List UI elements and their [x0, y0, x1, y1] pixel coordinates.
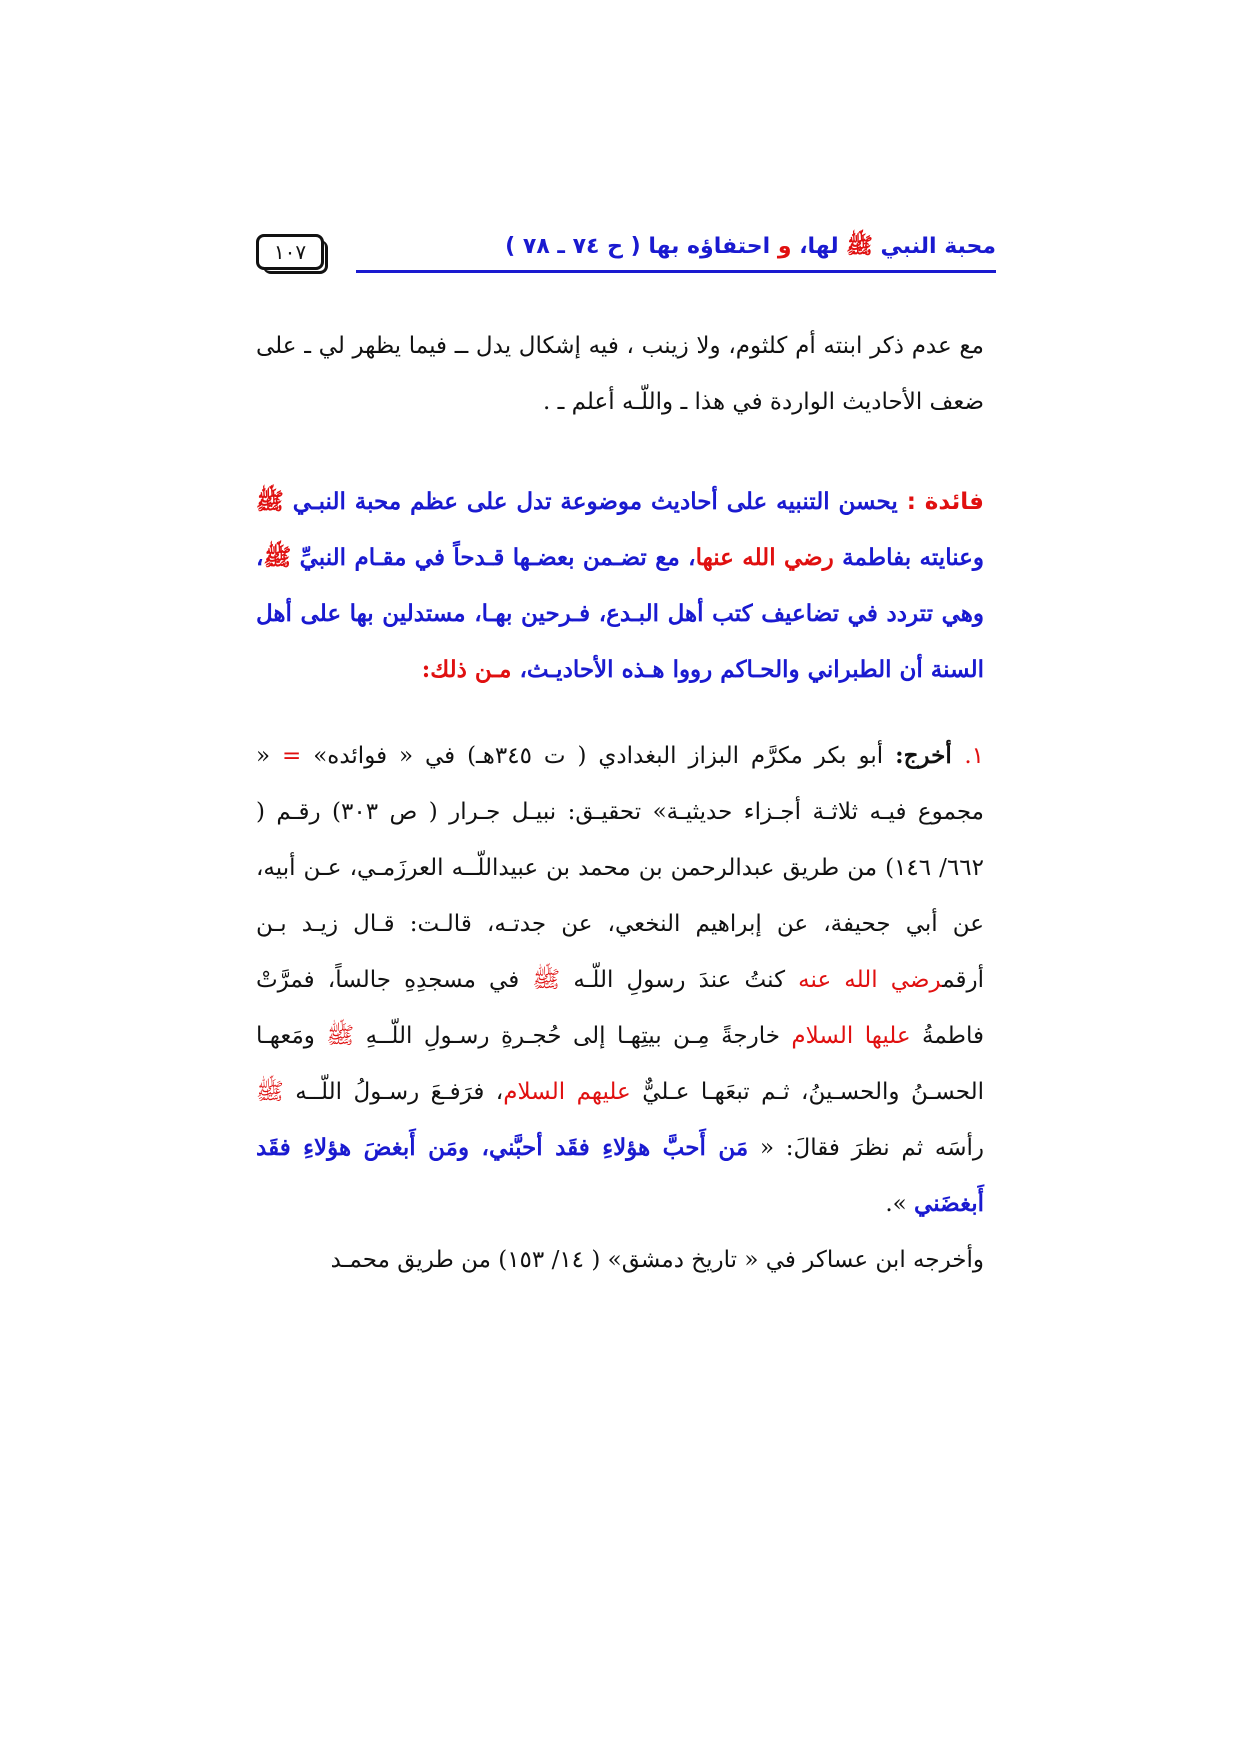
item-text-7: ، فرَفـعَ رسـولُ اللّــه — [283, 1079, 504, 1105]
item-text-9: ». — [885, 1191, 915, 1217]
faida-text-3: ، مع تضـمن بعضـها قـدحاً في مقـام النبيِّ — [291, 544, 696, 571]
item-honorific-1: رضي الله عنه — [798, 967, 943, 993]
item-text-8: رأسَه ثم نظرَ فقالَ: « — [748, 1135, 985, 1161]
item-text-2: « مجموع فيـه ثلاثـة أجـزاء حديثيـة» تحقيـق: نبيـل جـرار ( ص ٣٠٣) رقـم ( ٦٦٢/ ١٤٦) من طريق عبدالرحمن بن محمد بن عبيداللّــه العرزَمـي، عـن أبيه، عن أبي جحيفة، عن إبراهيم النخعي، عن جدتـه، قالـت: قـال زيـد بـن أرقم — [256, 743, 985, 993]
title-part1: محبة النبي — [880, 234, 996, 259]
item-honorific-2: ﷺ — [532, 967, 561, 993]
spacer — [256, 430, 984, 474]
item-text-5: خارجةً مِـن بيتِهـا إلى حُجـرةِ رسـولِ اللّــهِ — [354, 1023, 792, 1049]
title-honorific: ﷺ — [846, 234, 873, 259]
paragraph-item-1 — [256, 728, 984, 1232]
item-text-3: كنتُ عندَ رسولِ اللّـه — [560, 967, 799, 993]
faida-text-1: يحسن التنبيه على أحاديث موضوعة تدل على عظم محبة النبـي — [283, 488, 907, 515]
paragraph-last: وأخرجه ابن عساكر في « تاريخ دمشق» ( ١٤/ ١٥٣) من طريق محمـد — [330, 1247, 984, 1273]
item-honorific-4: ﷺ — [326, 1023, 355, 1049]
faida-honorific-1: ﷺ — [256, 488, 284, 515]
title-and: و — [777, 234, 792, 259]
title-part3: احتفاؤه بها ( ح ٧٤ ـ ٧٨ ) — [505, 234, 778, 259]
faida-label: فائدة : — [906, 489, 984, 515]
spacer — [256, 698, 984, 728]
item-honorific-5: عليهم السلام — [503, 1079, 631, 1105]
faida-text-4: ، وهي تتردد في تضاعيف كتب أهل البـدع، فـرحين بهـا، مستدلين بها على أهل السنة أن الطبراني والحـاكم رووا هـذه الأحاديـث، — [256, 544, 984, 683]
page-header — [256, 230, 996, 276]
item-label: أخرج: — [895, 742, 965, 769]
continuation-mark: = — [282, 743, 302, 769]
running-title — [505, 230, 996, 264]
faida-text-5: مـن ذلك: — [421, 656, 520, 683]
faida-text-2: وعنايته بفاطمة — [833, 544, 984, 571]
faida-honorific-2: رضي الله عنها — [695, 544, 834, 571]
page-number: ١٠٧ — [256, 234, 324, 270]
item-text-1: أبو بكر مكرَّم البزاز البغدادي ( ت ٣٤٥هـ) في « فوائده» — [301, 743, 896, 769]
paragraph-faida — [256, 474, 984, 698]
item-honorific-3: عليها السلام — [791, 1023, 911, 1049]
page-body — [256, 318, 984, 1288]
item-text-6: ومَعهـا الحسـنُ والحسـينُ، ثـم تبعَهـا عـليٌّ — [256, 1023, 984, 1105]
paragraph-intro: مع عدم ذكر ابنته أم كلثوم، ولا زينب ، فيه إشكال يدل ــ فيما يظهر لي ـ على ضعف الأحاديث الواردة في هذا ـ واللّـه أعلم ـ . — [256, 333, 984, 415]
faida-honorific-3: ﷺ — [263, 544, 292, 571]
item-honorific-6: ﷺ — [256, 1079, 284, 1105]
item-number: ١. — [964, 743, 985, 769]
item-text-4: في مسجدِهِ جالساً، فمرَّتْ فاطمةُ — [256, 967, 984, 1049]
title-part2: لها، — [791, 234, 839, 259]
hadith-quote: مَن أَحبَّ هؤلاءِ فقَد أحبَّني، ومَن أَبغضَ هؤلاءِ فقَد أَبغضَني — [256, 1134, 984, 1217]
header-divider — [356, 270, 996, 273]
